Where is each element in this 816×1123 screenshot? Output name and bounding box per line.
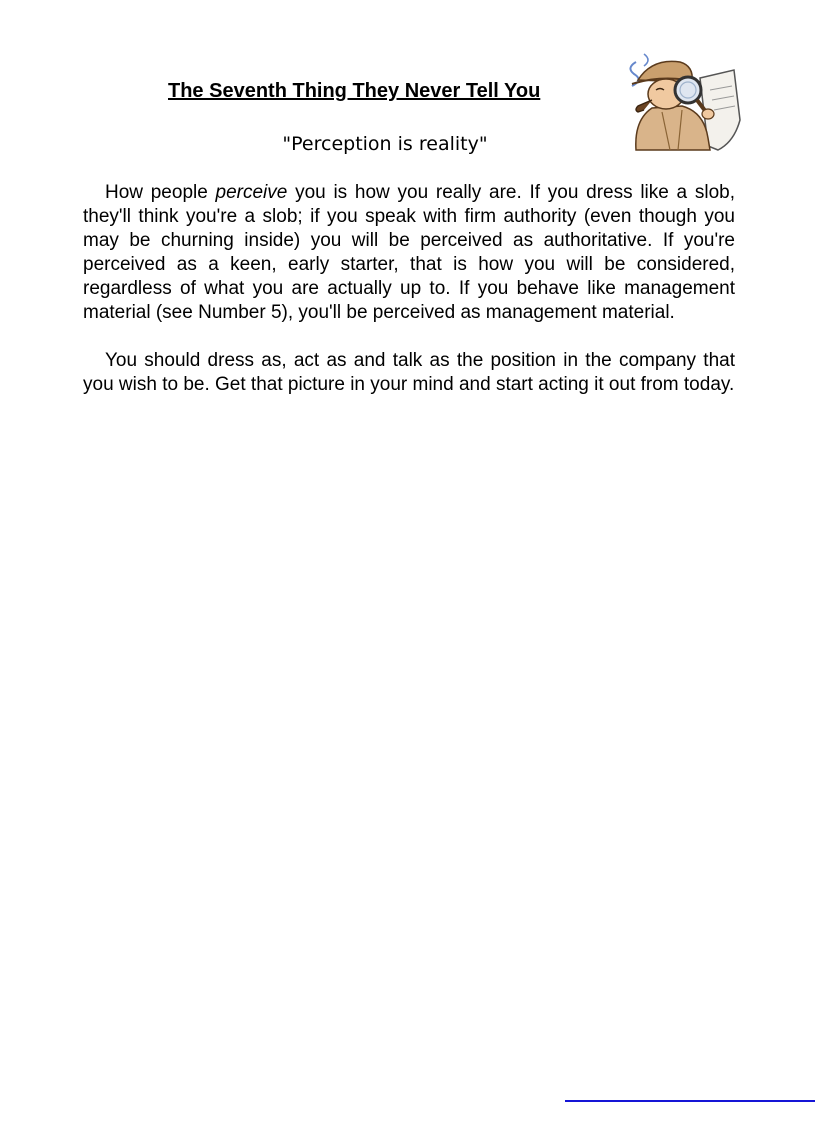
page-title: The Seventh Thing They Never Tell You xyxy=(168,80,541,102)
paragraph-text-start: How people xyxy=(105,182,216,203)
detective-with-magnifying-glass-icon xyxy=(622,50,742,155)
body-text xyxy=(83,181,735,421)
footer-rule xyxy=(565,1100,815,1102)
emphasized-word: perceive xyxy=(215,182,288,203)
paragraph-text-rest: you is how you really are. If you dress like a slob, they'll think you're a slob; if you speak with firm authority (even though you may be churning inside) you will be perceived as authoritative. If you're perceived as a keen, early starter, that is how you will be considered, regardless of what you are actually up to. If you behave like management material (see Number 5), you'll be perceived as management material. xyxy=(83,182,735,323)
paragraph-perception xyxy=(83,181,735,325)
page-subtitle: "Perception is reality" xyxy=(282,133,488,155)
paragraph-dress-the-part: You should dress as, act as and talk as the position in the company that you wish to be. Get that picture in your mind and start acting it out from today. xyxy=(83,350,735,395)
